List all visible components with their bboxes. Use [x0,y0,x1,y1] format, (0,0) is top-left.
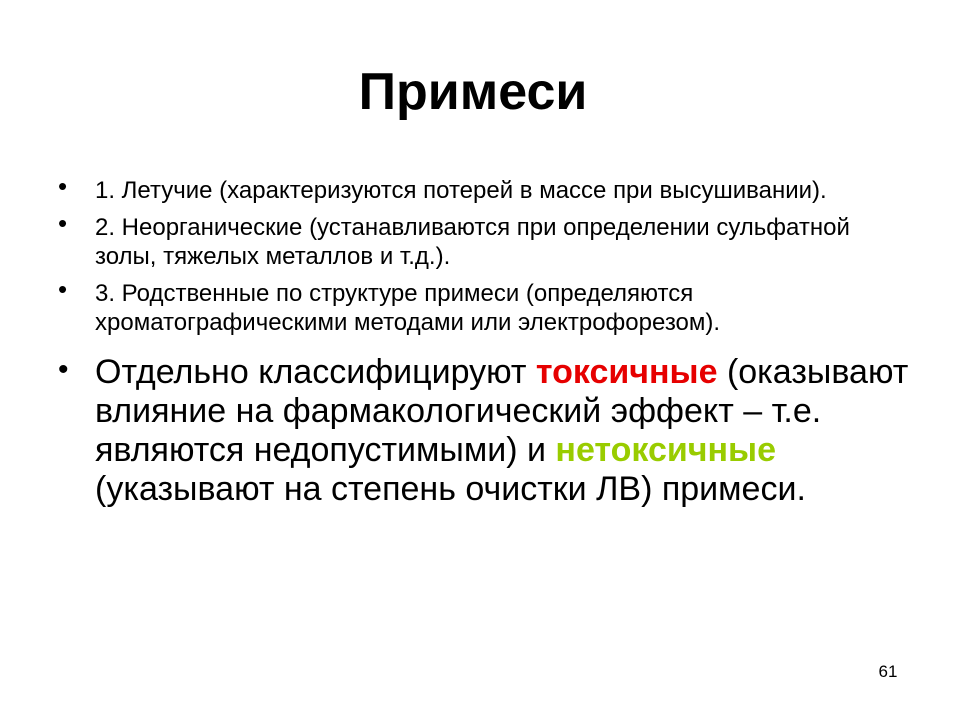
bullet-dot: • [58,208,68,238]
bullet-dot: • [58,353,69,386]
slide-title: Примеси [358,63,588,121]
page-number: 61 [878,662,898,681]
nontoxic-keyword: нетоксичные [555,431,776,469]
bullet-text-inorganic: 2. Неорганические (устанавливаются при определении сульфатной золы, тяжелых металлов и т.д.). [95,214,850,270]
list-item [58,274,918,337]
main-point-text-middle: (оказывают влияние на фармакологический эффект – т.е. являются недопустимыми) и [95,353,909,469]
toxic-keyword: токсичные [535,353,718,391]
main-point-text-after: (указывают на степень очистки ЛВ) примеси. [95,470,806,508]
bullet-dot: • [58,171,68,201]
list-item [58,208,918,271]
main-point [58,353,918,509]
bullet-list [58,171,918,509]
bullet-text-volatile: 1. Летучие (характеризуются потерей в массе при высушивании). [95,177,827,204]
main-point-text-before: Отдельно классифицируют [95,353,536,391]
bullet-text-related: 3. Родственные по структуре примеси (определяются хроматографическими методами или электрофорезом). [95,280,721,336]
bullet-dot: • [58,274,68,304]
list-item [58,171,918,205]
